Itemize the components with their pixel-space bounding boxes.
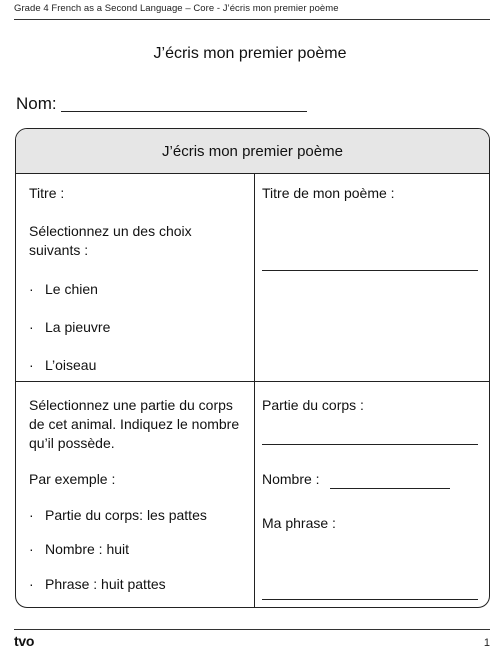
page-title: J’écris mon premier poème: [153, 45, 347, 62]
body-part-field-line[interactable]: [262, 444, 478, 445]
number-field-line[interactable]: [330, 488, 450, 489]
choice-oiseau: L’oiseau: [45, 357, 97, 373]
header-divider: [14, 19, 490, 20]
bullet-icon: ·: [29, 319, 34, 335]
name-label: Nom:: [16, 94, 57, 113]
row-divider: [16, 381, 489, 382]
worksheet-heading: J’écris mon premier poème: [16, 129, 489, 174]
name-row: [16, 88, 316, 112]
example-body-part: Partie du corps: les pattes: [45, 507, 207, 523]
body-part-label: Partie du corps :: [262, 397, 364, 413]
sentence-field-line[interactable]: [262, 599, 478, 600]
bullet-icon: ·: [29, 541, 34, 557]
title-label: Titre :: [29, 185, 65, 201]
worksheet-table: [15, 128, 490, 608]
choice-pieuvre: La pieuvre: [45, 319, 111, 335]
number-label: Nombre :: [262, 471, 320, 487]
tvo-logo: tvo: [14, 633, 35, 649]
bullet-icon: ·: [29, 507, 34, 523]
poem-title-field-line[interactable]: [262, 270, 478, 271]
poem-title-label: Titre de mon poème :: [262, 185, 395, 201]
worksheet-grid: [16, 174, 489, 607]
sentence-label: Ma phrase :: [262, 515, 336, 531]
example-label: Par exemple :: [29, 471, 116, 487]
name-field-line[interactable]: [61, 93, 307, 112]
footer-divider: [14, 629, 490, 630]
choice-chien: Le chien: [45, 281, 98, 297]
page-number: 1: [483, 637, 490, 649]
body-part-instruction: Sélectionnez une partie du corps de cet animal. Indiquez le nombre qu’il possède.: [29, 397, 240, 451]
header-breadcrumb: Grade 4 French as a Second Language – Core - J’écris mon premier poème: [14, 3, 339, 14]
bullet-icon: ·: [29, 281, 34, 297]
example-number: Nombre : huit: [45, 541, 130, 557]
example-sentence: Phrase : huit pattes: [45, 576, 166, 592]
column-divider: [254, 174, 255, 607]
bullet-icon: ·: [29, 576, 34, 592]
choice-instruction: Sélectionnez un des choix suivants :: [29, 223, 192, 258]
bullet-icon: ·: [29, 357, 34, 373]
